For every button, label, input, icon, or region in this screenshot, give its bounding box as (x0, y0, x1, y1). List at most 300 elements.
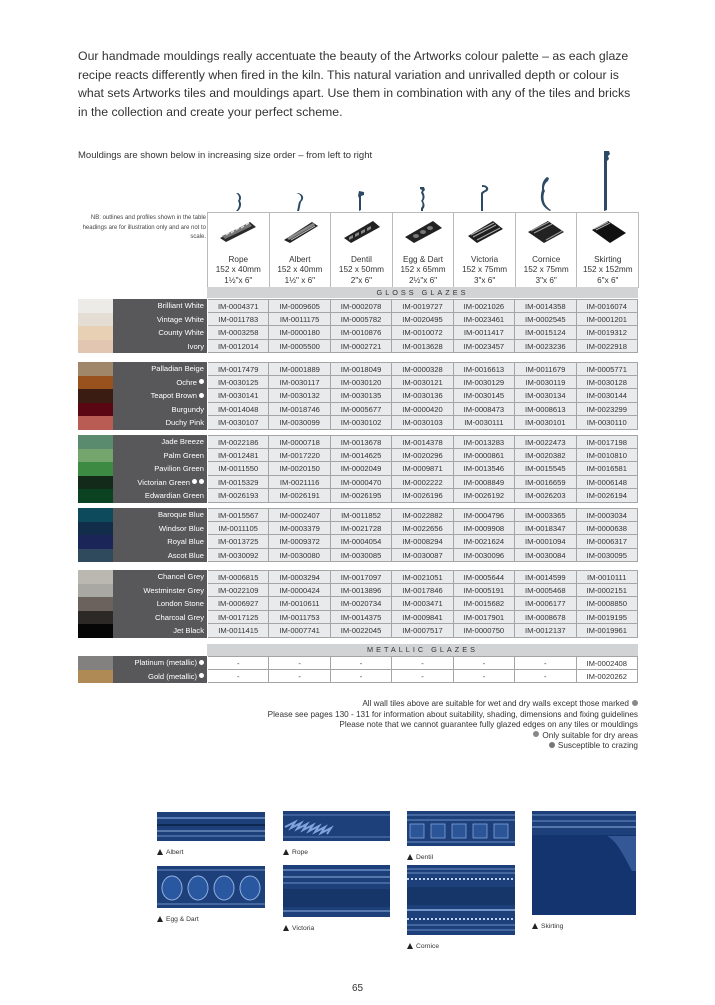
product-code-cell: IM-0030120 (331, 376, 392, 390)
product-code-cell: IM-0020296 (392, 449, 453, 463)
crazing-symbol-icon (549, 742, 555, 748)
glaze-name (113, 549, 207, 563)
photo-caption: Dentil (416, 854, 434, 861)
product-code-cell: IM-0018347 (515, 522, 576, 536)
product-code-cell: IM-0001094 (515, 535, 576, 549)
glaze-name (113, 611, 207, 625)
product-code-cell: IM-0030101 (515, 416, 576, 430)
colour-swatch (78, 462, 113, 476)
product-code-cell: IM-0001201 (577, 313, 638, 327)
glaze-name-text: Palladian Beige (151, 364, 204, 373)
moulding-metric: 152 x 65mm (400, 265, 446, 274)
product-code-cell: - (331, 670, 392, 684)
profile-rope-icon (207, 148, 269, 212)
colour-swatch (78, 376, 113, 390)
product-code-cell: IM-0008850 (577, 597, 638, 611)
colour-swatch (78, 435, 113, 449)
moulding-metric: 152 x 50mm (338, 265, 384, 274)
product-code-cell: IM-0013678 (331, 435, 392, 449)
product-code-cell: IM-0020262 (577, 670, 638, 684)
moulding-name: Victoria (471, 254, 499, 264)
glaze-name-text: Jet Black (173, 626, 204, 635)
product-code-cell: IM-0030119 (515, 376, 576, 390)
glaze-name-text: Ascot Blue (167, 550, 204, 560)
header-col-skirting (577, 213, 639, 288)
photo-caption: Egg & Dart (166, 916, 199, 923)
product-code-cell: IM-0011679 (515, 362, 576, 376)
product-code-cell: IM-0009908 (454, 522, 515, 536)
product-code-cell: IM-0021026 (454, 299, 515, 313)
product-code-cell: IM-0030085 (331, 549, 392, 563)
product-code-cell: IM-0002049 (331, 462, 392, 476)
glaze-name-text: Baroque Blue (157, 510, 204, 519)
glaze-name (113, 416, 207, 430)
victoria-moulding-thumbnail-icon (463, 218, 507, 244)
glaze-name (113, 449, 207, 463)
triangle-marker-icon (407, 854, 413, 860)
notes (268, 699, 638, 752)
table-row (78, 522, 638, 536)
glaze-name-text: Ivory (187, 341, 204, 351)
header-col-victoria (454, 213, 516, 288)
table-row (78, 416, 638, 430)
product-code-cell: IM-0005500 (269, 340, 330, 354)
colour-swatch (78, 535, 113, 549)
product-code-cell: IM-0026193 (208, 489, 269, 503)
product-code-cell: IM-0011852 (331, 508, 392, 522)
colour-swatch (78, 340, 113, 354)
colour-swatch (78, 611, 113, 625)
glaze-name (113, 535, 207, 549)
egg-dart-tile-image (157, 866, 265, 908)
skirting-moulding-thumbnail-icon (586, 218, 630, 244)
product-code-cell: IM-0011550 (208, 462, 269, 476)
product-code-cell: IM-0014378 (392, 435, 453, 449)
glaze-name (113, 508, 207, 522)
product-code-cell: IM-0022882 (392, 508, 453, 522)
moulding-name: Egg & Dart (403, 254, 444, 264)
product-code-cell: IM-0006815 (208, 570, 269, 584)
product-code-cell: IM-0030110 (577, 416, 638, 430)
glaze-name (113, 326, 207, 340)
moulding-imperial: 3"x 6" (473, 275, 496, 285)
metallic-glazes-header: METALLIC GLAZES (207, 644, 638, 656)
glaze-name (113, 670, 207, 684)
rope-moulding-thumbnail-icon (216, 218, 260, 244)
product-code-cell: IM-0013725 (208, 535, 269, 549)
product-code-cell: IM-0022918 (577, 340, 638, 354)
product-code-cell: IM-0015682 (454, 597, 515, 611)
table-row (78, 362, 638, 376)
product-code-cell: IM-0002078 (331, 299, 392, 313)
moulding-metric: 152 x 40mm (277, 265, 323, 274)
photo-albert (157, 812, 265, 856)
product-code-cell: - (454, 670, 515, 684)
product-code-cell: IM-0030132 (269, 389, 330, 403)
glaze-name-text: Pavilion Green (154, 464, 204, 473)
photo-caption: Skirting (541, 923, 564, 930)
colour-swatch (78, 389, 113, 403)
product-code-cell: IM-0017901 (454, 611, 515, 625)
table-row (78, 570, 638, 584)
product-code-cell: IM-0005644 (454, 570, 515, 584)
glaze-name (113, 313, 207, 327)
product-code-cell: IM-0000861 (454, 449, 515, 463)
product-code-cell: IM-0002721 (331, 340, 392, 354)
glaze-name-text: Westminster Grey (143, 585, 204, 595)
product-code-cell: IM-0019312 (577, 326, 638, 340)
colour-swatch (78, 299, 113, 313)
product-code-cell: IM-0014358 (515, 299, 576, 313)
header-col-dentil (331, 213, 393, 288)
metallic-group (78, 656, 638, 683)
product-code-cell: IM-0006317 (577, 535, 638, 549)
product-code-cell: IM-0004054 (331, 535, 392, 549)
product-code-cell: IM-0007517 (392, 624, 453, 638)
table-row (78, 326, 638, 340)
product-code-cell: IM-0016074 (577, 299, 638, 313)
glaze-name (113, 522, 207, 536)
product-code-cell: IM-0030121 (392, 376, 453, 390)
product-code-cell: IM-0030135 (331, 389, 392, 403)
glaze-name (113, 376, 207, 390)
product-code-cell: IM-0023299 (577, 403, 638, 417)
product-code-cell: IM-0009372 (269, 535, 330, 549)
table-row (78, 584, 638, 598)
colour-swatch (78, 416, 113, 430)
dry-area-symbol-icon (632, 700, 638, 706)
product-code-cell: IM-0030103 (392, 416, 453, 430)
glaze-name-text: Palm Green (163, 450, 204, 460)
triangle-marker-icon (283, 925, 289, 931)
product-code-cell: IM-0002407 (269, 508, 330, 522)
dentil-moulding-thumbnail-icon (339, 218, 383, 244)
intro-paragraph: Our handmade mouldings really accentuate the beauty of the Artworks colour palette – as each glaze recipe reacts differently when fired in the kiln. This natural variation and unrivalled depth or colour is what sets Artworks tiles and mouldings apart. Use them in combination with any of the tiles and bricks in the collection and create your perfect scheme. (78, 49, 631, 119)
product-code-cell: IM-0015124 (515, 326, 576, 340)
glaze-name (113, 299, 207, 313)
crazing-symbol-icon (199, 379, 204, 384)
product-code-cell: IM-0008849 (454, 476, 515, 490)
product-code-cell: IM-0005191 (454, 584, 515, 598)
product-code-cell: IM-0017097 (331, 570, 392, 584)
product-code-cell: IM-0022656 (392, 522, 453, 536)
note-edges: Please note that we cannot guarantee fully glazed edges on any tiles or mouldings (339, 720, 638, 729)
glaze-name (113, 570, 207, 584)
product-code-cell: IM-0023457 (454, 340, 515, 354)
triangle-marker-icon (407, 943, 413, 949)
glaze-name (113, 435, 207, 449)
table-row (78, 535, 638, 549)
product-code-cell: IM-0008613 (515, 403, 576, 417)
product-code-cell: IM-0009605 (269, 299, 330, 313)
glaze-name (113, 584, 207, 598)
glaze-name-text: Gold (metallic) (148, 671, 197, 681)
product-code-cell: IM-0026194 (577, 489, 638, 503)
moulding-imperial: 6"x 6" (597, 275, 619, 285)
dry-area-symbol-icon (192, 479, 197, 484)
product-code-cell: IM-0030087 (392, 549, 453, 563)
product-code-cell: - (515, 670, 576, 684)
product-code-cell: IM-0002151 (577, 584, 638, 598)
product-code-cell: IM-0015567 (208, 508, 269, 522)
glaze-group (78, 362, 638, 430)
photo-skirting (532, 811, 636, 930)
product-code-cell: IM-0019195 (577, 611, 638, 625)
product-code-cell: IM-0008473 (454, 403, 515, 417)
table-row (78, 403, 638, 417)
product-code-cell: IM-0006177 (515, 597, 576, 611)
skirting-tile-image (532, 811, 636, 915)
product-code-cell: IM-0020150 (269, 462, 330, 476)
product-code-cell: IM-0000180 (269, 326, 330, 340)
product-code-cell: IM-0017125 (208, 611, 269, 625)
photo-rope (283, 811, 390, 856)
colour-swatch (78, 489, 113, 503)
colour-swatch (78, 522, 113, 536)
glaze-name (113, 340, 207, 354)
product-code-cell: IM-0010876 (331, 326, 392, 340)
table-row (78, 624, 638, 638)
product-code-cell: IM-0030095 (577, 549, 638, 563)
photo-caption: Victoria (292, 925, 315, 932)
colour-swatch (78, 570, 113, 584)
product-code-cell: IM-0002222 (392, 476, 453, 490)
note-wet-dry: All wall tiles above are suitable for wet and dry walls except those marked (362, 699, 629, 708)
colour-swatch (78, 476, 113, 490)
moulding-imperial: 2½"x 6" (408, 275, 438, 285)
product-code-cell: IM-0030092 (208, 549, 269, 563)
product-code-cell: IM-0030144 (577, 389, 638, 403)
table-row (78, 435, 638, 449)
profile-dentil-icon (330, 148, 392, 212)
profile-outlines (207, 148, 638, 212)
moulding-name: Cornice (532, 254, 561, 264)
product-code-cell: IM-0026191 (269, 489, 330, 503)
product-code-cell: IM-0015329 (208, 476, 269, 490)
table-row (78, 462, 638, 476)
product-code-cell: IM-0004796 (454, 508, 515, 522)
glaze-name (113, 476, 207, 490)
note-pages: Please see pages 130 - 131 for information about suitability, shading, dimensions and fixing guidelines (267, 709, 638, 719)
product-code-cell: IM-0030129 (454, 376, 515, 390)
product-code-cell: IM-0013628 (392, 340, 453, 354)
moulding-metric: 152 x 152mm (582, 265, 633, 274)
product-code-cell: IM-0005677 (331, 403, 392, 417)
product-code-cell: IM-0023236 (515, 340, 576, 354)
glaze-name (113, 389, 207, 403)
colour-swatch (78, 313, 113, 327)
colour-swatch (78, 508, 113, 522)
product-code-cell: IM-0026192 (454, 489, 515, 503)
product-code-cell: - (269, 656, 330, 670)
colour-swatch (78, 656, 113, 670)
product-code-cell: IM-0002545 (515, 313, 576, 327)
product-code-cell: IM-0030080 (269, 549, 330, 563)
product-code-cell: IM-0030084 (515, 549, 576, 563)
moulding-metric: 152 x 75mm (462, 265, 508, 274)
header-col-albert (270, 213, 332, 288)
product-code-cell: IM-0017198 (577, 435, 638, 449)
product-code-cell: IM-0030099 (269, 416, 330, 430)
product-code-cell: IM-0030134 (515, 389, 576, 403)
product-code-cell: IM-0021051 (392, 570, 453, 584)
glaze-name-text: Charcoal Grey (155, 612, 204, 622)
product-code-cell: IM-0000638 (577, 522, 638, 536)
product-code-cell: IM-0009841 (392, 611, 453, 625)
product-code-cell: IM-0030102 (331, 416, 392, 430)
product-code-cell: IM-0022473 (515, 435, 576, 449)
glaze-name (113, 362, 207, 376)
product-code-cell: IM-0022109 (208, 584, 269, 598)
product-code-cell: IM-0020734 (331, 597, 392, 611)
product-code-cell: IM-0015545 (515, 462, 576, 476)
note-crazing: Susceptible to crazing (557, 741, 638, 750)
glaze-group (78, 435, 638, 503)
product-code-cell: IM-0021728 (331, 522, 392, 536)
product-code-cell: IM-0014375 (331, 611, 392, 625)
product-code-cell: IM-0021624 (454, 535, 515, 549)
profile-cornice-icon (515, 148, 577, 212)
product-code-cell: - (515, 656, 576, 670)
product-code-cell: IM-0014048 (208, 403, 269, 417)
product-code-cell: IM-0010611 (269, 597, 330, 611)
product-code-cell: IM-0019727 (392, 299, 453, 313)
product-code-cell: - (392, 656, 453, 670)
product-code-cell: IM-0030136 (392, 389, 453, 403)
table-row (78, 670, 638, 684)
triangle-marker-icon (157, 849, 163, 855)
product-code-cell: IM-0003471 (392, 597, 453, 611)
photo-victoria (283, 865, 390, 932)
photo-cornice (407, 865, 515, 950)
product-code-cell: IM-0030125 (208, 376, 269, 390)
product-code-cell: IM-0016581 (577, 462, 638, 476)
product-code-cell: IM-0008294 (392, 535, 453, 549)
page-number: 65 (351, 983, 364, 994)
product-code-cell: IM-0005771 (577, 362, 638, 376)
rope-tile-image (283, 811, 390, 841)
glaze-name-text: Ochre (176, 377, 197, 387)
product-code-cell: IM-0016659 (515, 476, 576, 490)
product-code-cell: IM-0026195 (331, 489, 392, 503)
header-col-rope (208, 213, 270, 288)
glaze-name-text: Burgundy (171, 404, 204, 414)
product-code-cell: IM-0003258 (208, 326, 269, 340)
cornice-moulding-thumbnail-icon (524, 218, 568, 244)
photo-caption: Cornice (416, 943, 440, 950)
glaze-name-text: Brilliant White (157, 301, 204, 310)
triangle-marker-icon (532, 923, 538, 929)
colour-swatch (78, 624, 113, 638)
moulding-imperial: 3"x 6" (535, 275, 557, 285)
product-code-cell: - (208, 656, 269, 670)
product-code-cell: IM-0026203 (515, 489, 576, 503)
product-code-cell: IM-0012014 (208, 340, 269, 354)
moulding-imperial: 2"x 6" (350, 275, 373, 285)
product-code-cell: IM-0012481 (208, 449, 269, 463)
colour-swatch (78, 597, 113, 611)
colour-swatch (78, 549, 113, 563)
product-code-cell: IM-0030145 (454, 389, 515, 403)
product-code-cell: - (269, 670, 330, 684)
profile-victoria-icon (453, 148, 515, 212)
product-code-cell: IM-0006927 (208, 597, 269, 611)
glaze-name (113, 597, 207, 611)
victoria-tile-image (283, 865, 390, 917)
dry-area-symbol-icon (199, 660, 204, 665)
product-code-cell: IM-0010810 (577, 449, 638, 463)
colour-swatch (78, 403, 113, 417)
glaze-name-text: Victorian Green (137, 477, 190, 487)
product-code-cell: IM-0002408 (577, 656, 638, 670)
product-code-cell: IM-0014625 (331, 449, 392, 463)
glaze-name-text: Platinum (metallic) (134, 658, 197, 667)
dentil-tile-image (407, 811, 515, 846)
table-row (78, 611, 638, 625)
moulding-metric: 152 x 40mm (215, 265, 261, 274)
photo-egg-dart (157, 866, 265, 923)
product-code-cell: IM-0000718 (269, 435, 330, 449)
glaze-name-text: Vintage White (156, 314, 204, 324)
profile-egg-dart-icon (392, 148, 454, 212)
egg-dart-moulding-thumbnail-icon (401, 218, 445, 244)
product-code-cell: IM-0018049 (331, 362, 392, 376)
profile-albert-icon (269, 148, 331, 212)
moulding-metric: 152 x 75mm (523, 265, 569, 274)
product-code-cell: IM-0017479 (208, 362, 269, 376)
glaze-name-text: Windsor Blue (158, 523, 204, 533)
table-row (78, 313, 638, 327)
product-code-cell: IM-0016613 (454, 362, 515, 376)
product-code-cell: IM-0001889 (269, 362, 330, 376)
product-code-cell: IM-0013283 (454, 435, 515, 449)
product-code-cell: IM-0011415 (208, 624, 269, 638)
product-code-cell: - (392, 670, 453, 684)
triangle-marker-icon (157, 916, 163, 922)
product-code-cell: IM-0030141 (208, 389, 269, 403)
product-code-cell: IM-0000750 (454, 624, 515, 638)
product-code-cell: IM-0000420 (392, 403, 453, 417)
header-col-cornice (516, 213, 578, 288)
product-code-cell: IM-0010072 (392, 326, 453, 340)
glaze-name-text: London Stone (156, 599, 204, 608)
header-col-egg-dart (393, 213, 455, 288)
product-code-cell: IM-0030107 (208, 416, 269, 430)
moulding-name: Skirting (594, 254, 622, 264)
triangle-marker-icon (283, 849, 289, 855)
colour-swatch (78, 449, 113, 463)
product-code-cell: IM-0011783 (208, 313, 269, 327)
colour-swatch (78, 362, 113, 376)
glaze-name (113, 489, 207, 503)
product-code-cell: IM-0000328 (392, 362, 453, 376)
photo-dentil (407, 811, 515, 861)
glaze-name-text: County White (158, 328, 204, 337)
product-code-cell: IM-0017220 (269, 449, 330, 463)
product-code-cell: IM-0000424 (269, 584, 330, 598)
table-row (78, 376, 638, 390)
product-code-cell: IM-0005468 (515, 584, 576, 598)
profile-skirting-icon (576, 148, 638, 212)
note-dry-only: Only suitable for dry areas (542, 730, 638, 740)
glaze-name (113, 656, 207, 670)
moulding-name: Rope (228, 254, 249, 264)
glaze-name-text: Edwardian Green (144, 491, 204, 500)
glaze-name-text: Teapot Brown (150, 391, 197, 400)
product-code-cell: IM-0030117 (269, 376, 330, 390)
product-code-cell: IM-0030096 (454, 549, 515, 563)
glaze-group (78, 508, 638, 562)
